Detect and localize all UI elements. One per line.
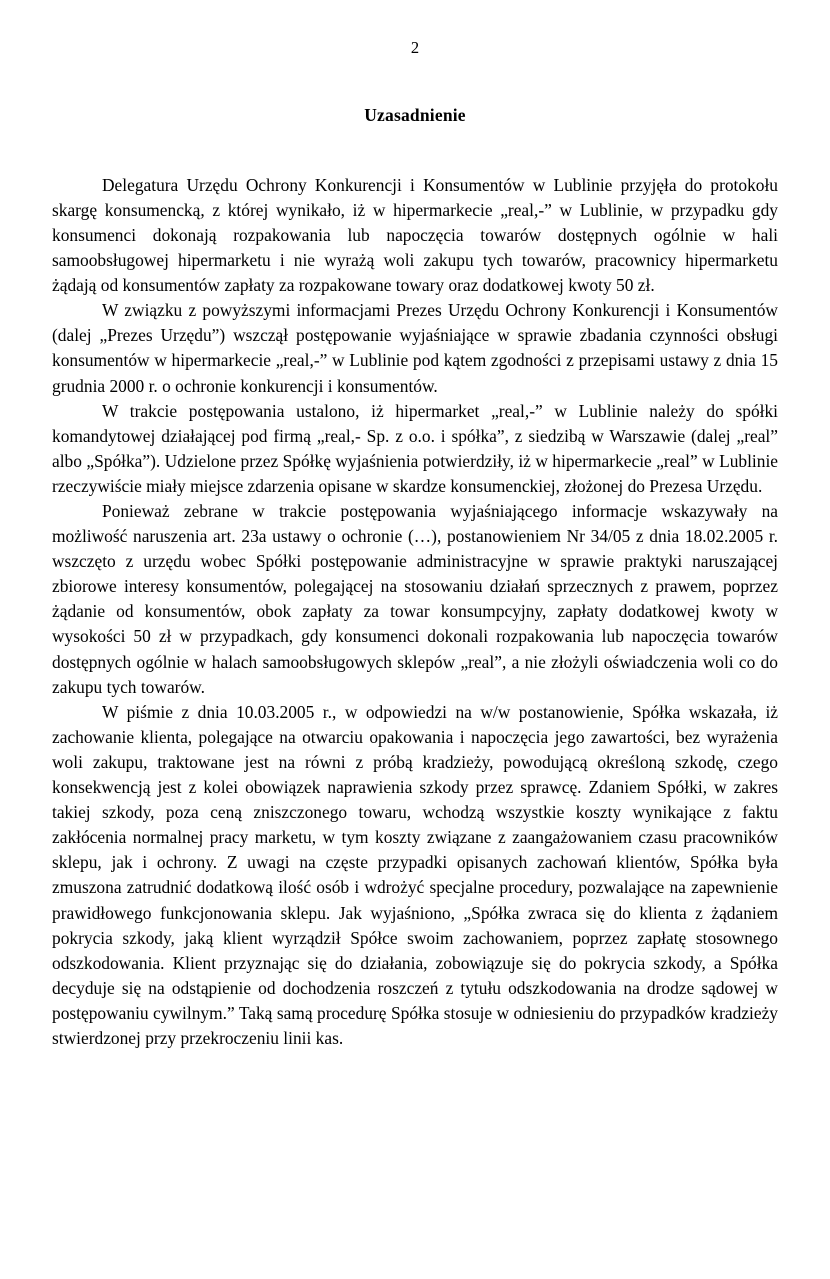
paragraph: Ponieważ zebrane w trakcie postępowania wyjaśniającego informacje wskazywały na możliwość naruszenia art. 23a ustawy o ochronie (…), postanowieniem Nr 34/05 z dnia 18.02.2005 r. wszczęto z urzędu wobec Spółki postępowanie administracyjne w sprawie praktyki naruszającej zbiorowe interesy konsumentów, polegającej na stosowaniu działań sprzecznych z prawem, poprzez żądanie od konsumentów, obok zapłaty za towar konsumpcyjny, zapłaty dodatkowej kwoty w wysokości 50 zł w przypadkach, gdy konsumenci dokonali rozpakowania lub napoczęcia towarów dostępnych ogólnie w halach samoobsługowych sklepów „real”, a nie złożyli oświadczenia woli co do zakupu tych towarów. [52, 501, 778, 697]
page-number: 2 [410, 38, 420, 57]
page-title: Uzasadnienie [364, 104, 466, 125]
paragraph: W trakcie postępowania ustalono, iż hipermarket „real,-” w Lublinie należy do spółki komandytowej działającej pod firmą „real,- Sp. z o.o. i spółka”, z siedzibą w Warszawie (dalej „real” albo „Spółka”). Udzielone przez Spółkę wyjaśnienia potwierdziły, iż w hipermarkecie „real” w Lublinie rzeczywiście miały miejsce zdarzenia opisane w skardze konsumenckiej, złożonej do Prezesa Urzędu. [52, 400, 778, 496]
paragraph: W piśmie z dnia 10.03.2005 r., w odpowiedzi na w/w postanowienie, Spółka wskazała, iż zachowanie klienta, polegające na otwarciu opakowania i napoczęcia jego zawartości, bez wyrażenia woli zakupu, traktowane jest na równi z próbą kradzieży, powodującą określoną szkodę, czego konsekwencją jest z kolei obowiązek naprawienia szkody przez sprawcę. Zdaniem Spółki, w zakres takiej szkody, poza ceną zniszczonego towaru, wchodzą wszystkie koszty wynikające z faktu zakłócenia normalnej pracy marketu, w tym koszty związane z zaangażowaniem czasu pracowników sklepu, jak i ochrony. Z uwagi na częste przypadki opisanych zachowań klientów, Spółka była zmuszona zatrudnić dodatkową ilość osób i wdrożyć specjalne procedury, pozwalające na zapewnienie prawidłowego funkcjonowania sklepu. Jak wyjaśniono, „Spółka zwraca się do klienta z żądaniem pokrycia szkody, jaką klient wyrządził Spółce swoim zachowaniem, poprzez zapłatę stosownego odszkodowania. Klient przyznając się do działania, zobowiązuje się do pokrycia szkody, a Spółka decyduje się na odstąpienie od dochodzenia roszczeń z tytułu odszkodowania na drodze sądowej w postępowaniu cywilnym.” Taką samą procedurę Spółka stosuje w odniesieniu do przypadków kradzieży stwierdzonej przy przekroczeniu linii kas. [52, 701, 778, 1048]
document-body [52, 173, 778, 1051]
paragraph: W związku z powyższymi informacjami Prezes Urzędu Ochrony Konkurencji i Konsumentów (dalej „Prezes Urzędu”) wszczął postępowanie wyjaśniające w sprawie zbadania czynności obsługi konsumentów w hipermarkecie „real,-” w Lublinie pod kątem zgodności z przepisami ustawy z dnia 15 grudnia 2000 r. o ochronie konkurencji i konsumentów. [52, 300, 778, 396]
paragraph: Delegatura Urzędu Ochrony Konkurencji i Konsumentów w Lublinie przyjęła do protokołu skargę konsumencką, z której wynikało, iż w hipermarkecie „real,-” w Lublinie, w przypadku gdy konsumenci dokonają rozpakowania lub napoczęcia towarów dostępnych ogólnie w hali samoobsługowej hipermarketu i nie wyrażą woli zakupu tych towarów, pracownicy hipermarketu żądają od konsumentów zapłaty za rozpakowane towary oraz dodatkowej kwoty 50 zł. [52, 174, 778, 296]
